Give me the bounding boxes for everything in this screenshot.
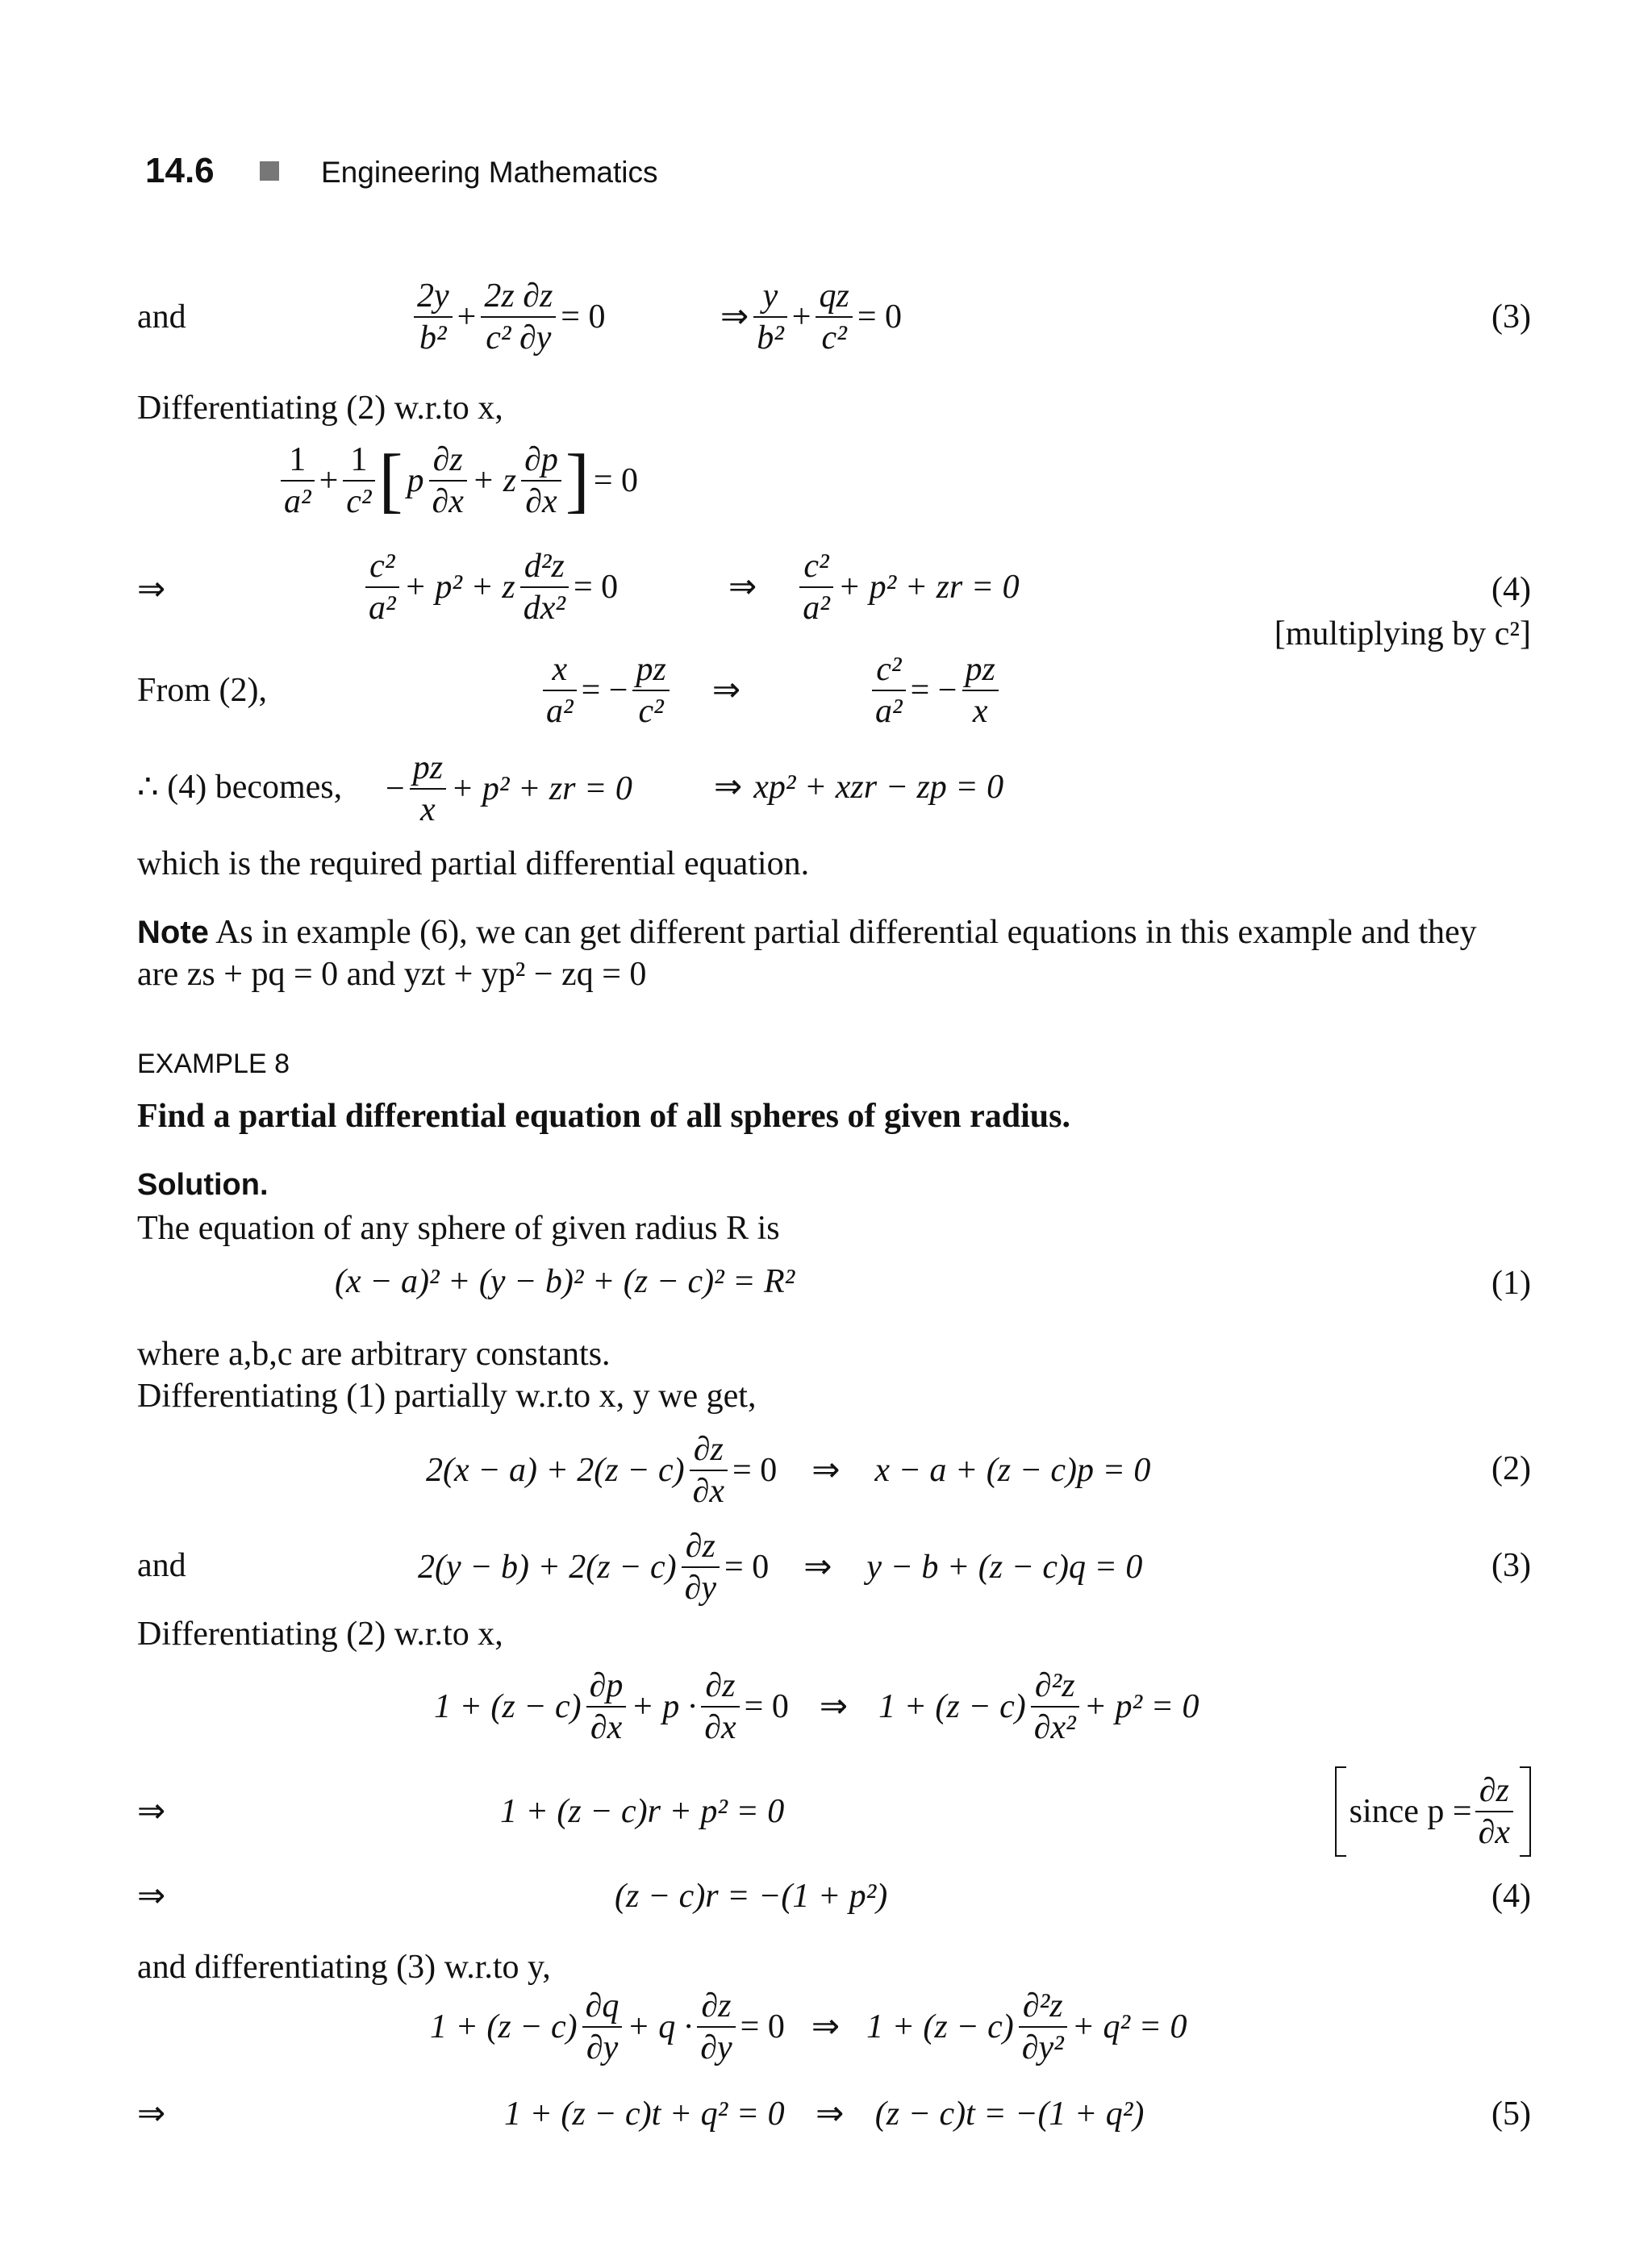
becomes-label: ∴ (4) becomes,: [137, 769, 343, 806]
eq-line-c: $\frac{x}{\text{a²}}$ = − $\frac{pz}{\text{c²}}$ ⇒ $\frac{\text{c²}}{\text{a²}}$ = − $\frac{pz}{x}$: [540, 652, 1001, 729]
differentiating-text: and differentiating (3) w.r.to y,: [137, 1949, 551, 1986]
equation-note: [multiplying by c²]: [1274, 615, 1531, 653]
eq2-line: 2(x − a) + 2(z − c) $\frac{\partial z}{\partial x}$ = 0 ⇒ x − a + (z − c)p = 0: [426, 1431, 1151, 1511]
solution-intro: The equation of any sphere of given radius R is: [137, 1210, 780, 1247]
solution-label: Solution.: [137, 1168, 269, 1202]
equation-number: (3): [1491, 298, 1531, 336]
equation-number: (1): [1491, 1265, 1531, 1302]
eq-line-b-result: ⇒ $\frac{\text{c²}}{\text{a²}}$ + p² + zr = 0: [728, 548, 1020, 628]
implies-arrow: ⇒: [137, 2095, 166, 2133]
eq-line-h: 1 + (z − c) $\frac{\partial q}{\partial y}$ + q · $\frac{\partial z}{\partial y}$ = 0 ⇒ 1 + (z − c) $\frac{\text{∂²z}}{\text{∂y²}}$ + q² = 0: [430, 1987, 1187, 2067]
implies-arrow: ⇒: [137, 571, 166, 608]
and-label: and: [137, 1547, 186, 1584]
eq-line-a: $\frac{1}{\text{a²}}$ + $\frac{1}{\text{c²}}$ [ p $\frac{\partial z}{\partial x}$ + z $\frac{\partial p}{\partial x}$ ] = 0: [278, 442, 640, 519]
example-label: EXAMPLE 8: [137, 1049, 290, 1079]
equation-number: (2): [1491, 1450, 1531, 1487]
eq-line-i: 1 + (z − c)t + q² = 0 ⇒ (z − c)t = −(1 + q²): [504, 2095, 1145, 2133]
implies-arrow: ⇒: [137, 1878, 166, 1915]
equation-number: (4): [1491, 571, 1531, 608]
eq-line-d: − $\frac{pz}{x}$ + p² + zr = 0: [386, 749, 632, 829]
differentiating-text: Differentiating (1) partially w.r.to x, y we get,: [137, 1378, 757, 1415]
header-square-icon: [260, 161, 279, 181]
book-title: Engineering Mathematics: [321, 156, 658, 189]
eq-line-d-result: ⇒ xp² + xzr − zp = 0: [714, 769, 1004, 806]
note-paragraph: Note As in example (6), we can get different partial differential equations in this example and they: [137, 914, 1477, 951]
and-label: and: [137, 298, 186, 336]
implies-arrow: ⇒: [137, 1793, 166, 1830]
eq3-rhs: ⇒ $\frac{y}{\text{b²}}$ + $\frac{qz}{\text{c²}}$ = 0: [720, 277, 903, 357]
eq-line-g: (z − c)r = −(1 + p²): [615, 1878, 888, 1915]
where-text: where a,b,c are arbitrary constants.: [137, 1336, 611, 1373]
from-label: From (2),: [137, 672, 267, 709]
differentiating-text: Differentiating (2) w.r.to x,: [137, 1616, 503, 1653]
required-text: which is the required partial differential equation.: [137, 845, 810, 882]
sphere-equation: (x − a)² + (y − b)² + (z − c)² = R²: [335, 1263, 795, 1300]
equation-number: (4): [1491, 1878, 1531, 1915]
differentiating-text: Differentiating (2) w.r.to x,: [137, 390, 503, 427]
note-paragraph-line2: are zs + pq = 0 and yzt + yp² − zq = 0: [137, 956, 647, 993]
eq-line-b: $\frac{\text{c²}}{\text{a²}}$ + p² + z $\frac{\text{d²z}}{\text{dx²}}$ = 0: [363, 548, 620, 626]
equation-number: (5): [1491, 2095, 1531, 2133]
equation-number: (3): [1491, 1547, 1531, 1584]
eq3-lhs: $\frac{2y}{\text{b²}}$ + $\frac{2z \partial z}{\text{c² ∂y}}$ = 0: [411, 278, 607, 356]
example-question: Find a partial differential equation of all spheres of given radius.: [137, 1098, 1071, 1135]
page-number: 14.6: [145, 151, 215, 190]
eq-line-f: 1 + (z − c)r + p² = 0: [500, 1793, 785, 1830]
since-note: since p = $\frac{\partial z}{\partial x}$: [1335, 1766, 1531, 1857]
eq3-line: 2(y − b) + 2(z − c) $\frac{\partial z}{\partial y}$ = 0 ⇒ y − b + (z − c)q = 0: [418, 1528, 1143, 1608]
eq-line-e: 1 + (z − c) $\frac{\partial p}{\partial x}$ + p · $\frac{\partial z}{\partial x}$ = 0 ⇒ 1 + (z − c) $\frac{\text{∂²z}}{\text{∂x²}}$ + p² = 0: [434, 1667, 1199, 1747]
